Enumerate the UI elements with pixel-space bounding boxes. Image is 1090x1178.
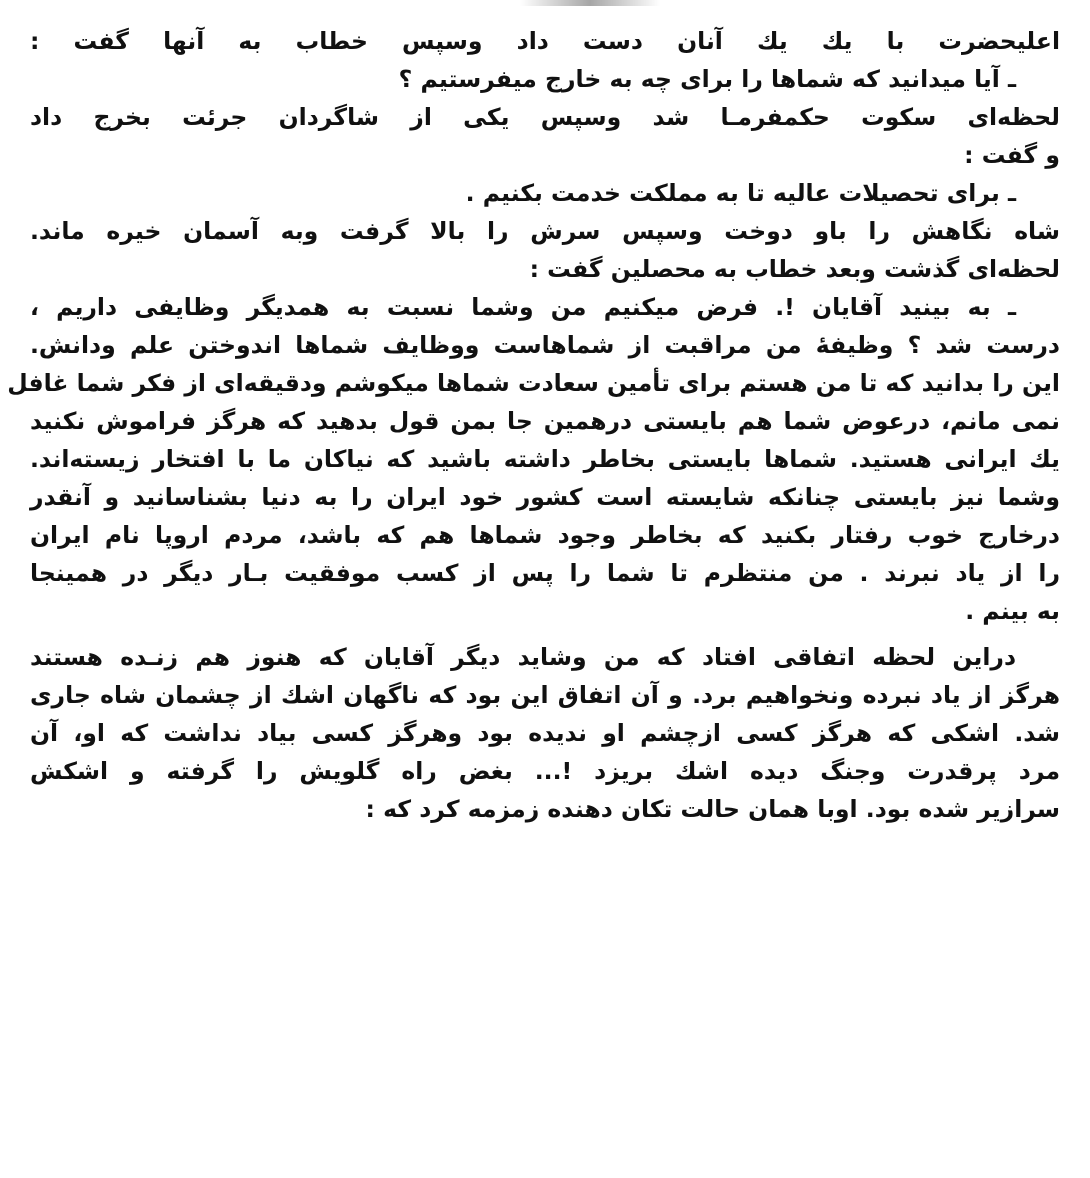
text-line-19: شد. اشکی که هرگز کسی ازچشم او ندیده بود وهرگز کسی بیاد نداشت که او، آن bbox=[30, 719, 1060, 747]
text-line-1: اعلیحضرت با یك یك آنان دست داد وسپس خطاب به آنها گفت : bbox=[30, 27, 1060, 55]
text-line-14: درخارج خوب رفتار بکنید که بخاطر وجود شماها هم که باشد، مردم اروپا نام ایران bbox=[30, 521, 1060, 549]
text-line-15: را از یاد نبرند . من منتظرم تا شما را پس از کسب موفقیت بـار دیگر در همینجا bbox=[30, 559, 1060, 587]
text-line-9: درست شد ؟ وظیفهٔ من مراقبت از شماهاست ووظایف شماها اندوختن علم ودانش. bbox=[30, 331, 1060, 359]
text-line-17: دراین لحظه اتفاقی افتاد که من وشاید دیگر آقایان که هنوز هم زنـده هستند bbox=[30, 643, 1016, 671]
text-line-11: نمی مانم، درعوض شما هم بایستی درهمین جا بمن قول بدهید که هرگز فراموش نکنید bbox=[30, 407, 1060, 435]
text-line-3: لحظه‌ای سکوت حکمفرمـا شد وسپس یکی از شاگردان جرئت بخرج داد bbox=[30, 103, 1060, 131]
text-line-12: یك ایرانی هستید. شماها بایستی بخاطر داشته باشید که نیاکان ما با افتخار زیسته‌اند. bbox=[30, 445, 1060, 473]
text-line-21: سرازیر شده بود. اوبا همان حالت تکان دهنده زمزمه کرد که : bbox=[365, 795, 1060, 823]
text-line-10: این را بدانید که تا من هستم برای تأمین سعادت شماها میکوشم ودقیقه‌ای از فکر شما غافل bbox=[7, 369, 1060, 397]
text-line-4: و گفت : bbox=[964, 141, 1060, 169]
text-line-13: وشما نیز بایستی چنانکه شایسته است کشور خود ایران را به دنیا بشناسانید و آنقدر bbox=[30, 483, 1060, 511]
text-line-6: شاه نگاهش را باو دوخت وسپس سرش را بالا گرفت وبه آسمان خیره ماند. bbox=[30, 217, 1060, 245]
text-line-16: به بینم . bbox=[965, 597, 1060, 625]
text-line-18: هرگز از یاد نبرده ونخواهیم برد. و آن اتفاق این بود که ناگهان اشك از چشمان شاه جاری bbox=[30, 681, 1060, 709]
scan-top-edge-shadow bbox=[520, 0, 660, 6]
text-line-2: ـ آیا میدانید که شماها را برای چه به خارج میفرستیم ؟ bbox=[398, 65, 1016, 93]
text-line-7: لحظه‌ای گذشت وبعد خطاب به محصلین گفت : bbox=[529, 255, 1060, 283]
persian-text-body bbox=[7, 22, 1060, 828]
text-line-20: مرد پرقدرت وجنگ دیده اشك بریزد !... بغض راه گلویش را گرفته و اشکش bbox=[30, 757, 1060, 785]
text-line-5: ـ برای تحصیلات عالیه تا به مملکت خدمت بکنیم . bbox=[465, 179, 1016, 207]
text-line-8: ـ به بینید آقایان !. فرض میکنیم من وشما نسبت به همدیگر وظایفی داریم ، bbox=[30, 293, 1016, 321]
